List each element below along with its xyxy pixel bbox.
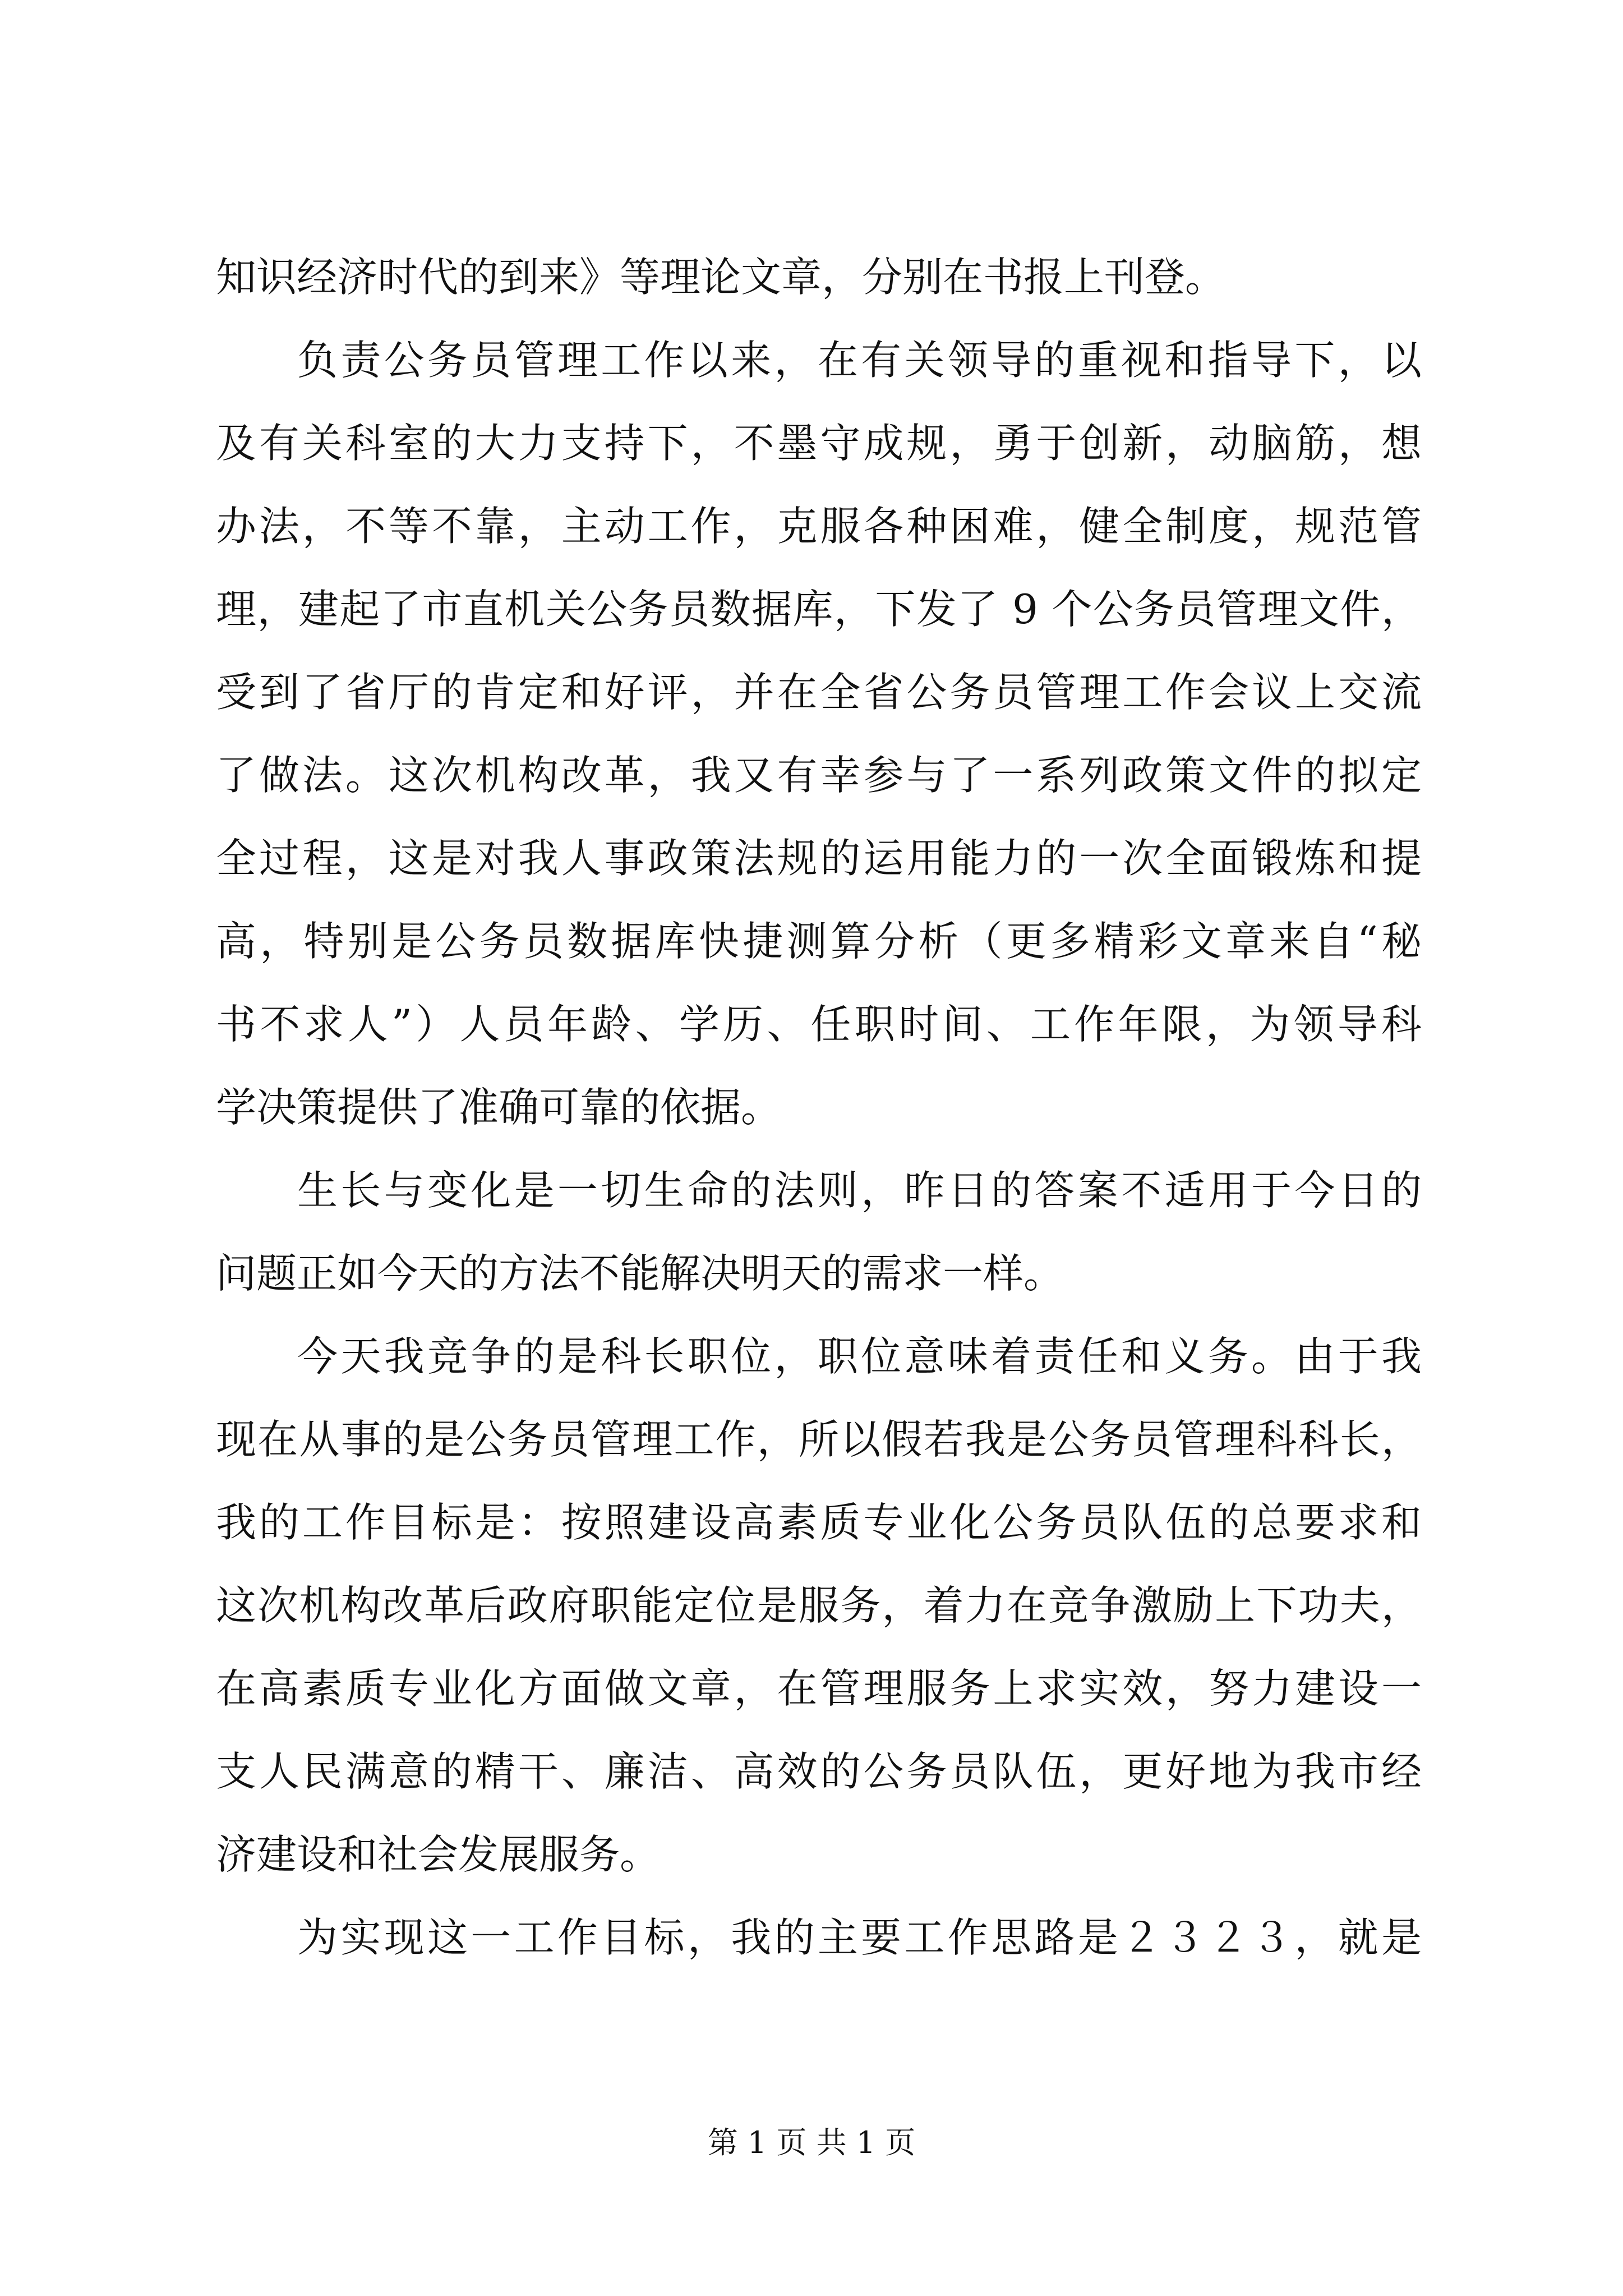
text-line: 负责公务员管理工作以来，在有关领导的重视和指导下，以 bbox=[297, 337, 1422, 384]
page-footer: 第 1 页 共 1 页 bbox=[707, 2125, 916, 2160]
text-line: 今天我竞争的是科长职位，职位意味着责任和义务。由于我 bbox=[297, 1333, 1422, 1380]
text-line: 书不求人”）人员年龄、学历、任职时间、工作年限，为领导科 bbox=[216, 1001, 1422, 1048]
text-line: 我的工作目标是：按照建设高素质专业化公务员队伍的总要求和 bbox=[216, 1499, 1422, 1546]
text-line: 生长与变化是一切生命的法则，昨日的答案不适用于今日的 bbox=[297, 1167, 1422, 1214]
text-line: 现在从事的是公务员管理工作，所以假若我是公务员管理科科长， bbox=[216, 1416, 1422, 1463]
text-line: 办法，不等不靠，主动工作，克服各种困难，健全制度，规范管 bbox=[216, 503, 1422, 550]
text-line: 在高素质专业化方面做文章，在管理服务上求实效，努力建设一 bbox=[216, 1665, 1422, 1712]
text-line: 这次机构改革后政府职能定位是服务，着力在竞争激励上下功夫， bbox=[216, 1582, 1422, 1629]
text-line: 济建设和社会发展服务。 bbox=[216, 1831, 661, 1878]
text-line: 学决策提供了准确可靠的依据。 bbox=[216, 1084, 782, 1131]
text-line: 问题正如今天的方法不能解决明天的需求一样。 bbox=[216, 1250, 1064, 1297]
text-line: 了做法。这次机构改革，我又有幸参与了一系列政策文件的拟定 bbox=[216, 752, 1422, 799]
body-text bbox=[216, 236, 1422, 1979]
text-line: 受到了省厅的肯定和好评，并在全省公务员管理工作会议上交流 bbox=[216, 669, 1422, 716]
text-line: 及有关科室的大力支持下，不墨守成规，勇于创新，动脑筋，想 bbox=[216, 420, 1422, 467]
text-line: 理，建起了市直机关公务员数据库，下发了 9 个公务员管理文件， bbox=[216, 586, 1422, 633]
text-line: 全过程，这是对我人事政策法规的运用能力的一次全面锻炼和提 bbox=[216, 835, 1422, 882]
text-line: 知识经济时代的到来》等理论文章，分别在书报上刊登。 bbox=[216, 254, 1226, 301]
text-line: 支人民满意的精干、廉洁、高效的公务员队伍，更好地为我市经 bbox=[216, 1748, 1422, 1795]
text-line: 高，特别是公务员数据库快捷测算分析（更多精彩文章来自“秘 bbox=[216, 918, 1422, 965]
text-line: 为实现这一工作目标，我的主要工作思路是２３２３，就是 bbox=[297, 1914, 1422, 1961]
